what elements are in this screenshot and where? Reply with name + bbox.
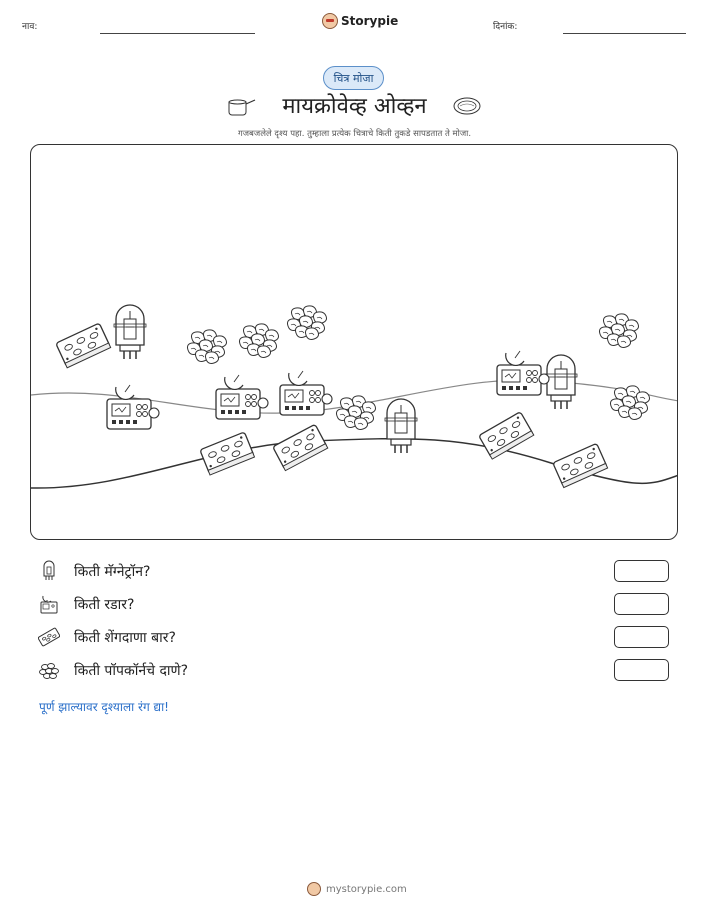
- answer-box[interactable]: [614, 626, 669, 648]
- popcorn-icon: [38, 659, 60, 681]
- question-row: [38, 626, 670, 650]
- answer-box[interactable]: [614, 560, 669, 582]
- answer-box[interactable]: [614, 659, 669, 681]
- name-line[interactable]: [100, 33, 255, 34]
- question-row: [38, 659, 670, 683]
- instructions: गजबजलेले दृश्य पहा. तुम्हाला प्रत्येक चित्राचे किती तुकडे सापडतात ते मोजा.: [237, 129, 472, 139]
- date-label: दिनांक:: [493, 22, 518, 32]
- coloring-note: पूर्ण झाल्यावर दृश्याला रंग द्या!: [39, 700, 169, 714]
- scene-drawing: [31, 145, 678, 540]
- question-text: किती शेंगदाणा बार?: [74, 630, 176, 646]
- storypie-logo-icon: [307, 882, 321, 896]
- counting-scene: [30, 144, 678, 540]
- peanut-bar-icon: [38, 626, 60, 648]
- brand: [322, 13, 398, 29]
- question-row: [38, 593, 670, 617]
- page-title: मायक्रोवेव्ह ओव्हन: [282, 94, 427, 119]
- question-row: [38, 560, 670, 584]
- plate-icon: [452, 95, 482, 117]
- site-footer: [307, 882, 407, 896]
- storypie-logo-icon: [322, 13, 338, 29]
- radar-icon: [38, 593, 60, 615]
- magnetron-icon: [38, 560, 60, 582]
- date-line[interactable]: [563, 33, 686, 34]
- answer-box[interactable]: [614, 593, 669, 615]
- name-label: नाव:: [22, 22, 38, 32]
- question-text: किती मॅग्नेट्रॉन?: [74, 564, 151, 580]
- category-badge: चित्र मोजा: [323, 66, 384, 90]
- question-text: किती पॉपकॉर्नचे दाणे?: [74, 663, 189, 679]
- question-text: किती रडार?: [74, 597, 135, 613]
- site-url: mystorypie.com: [326, 883, 407, 895]
- brand-name: Storypie: [341, 14, 399, 28]
